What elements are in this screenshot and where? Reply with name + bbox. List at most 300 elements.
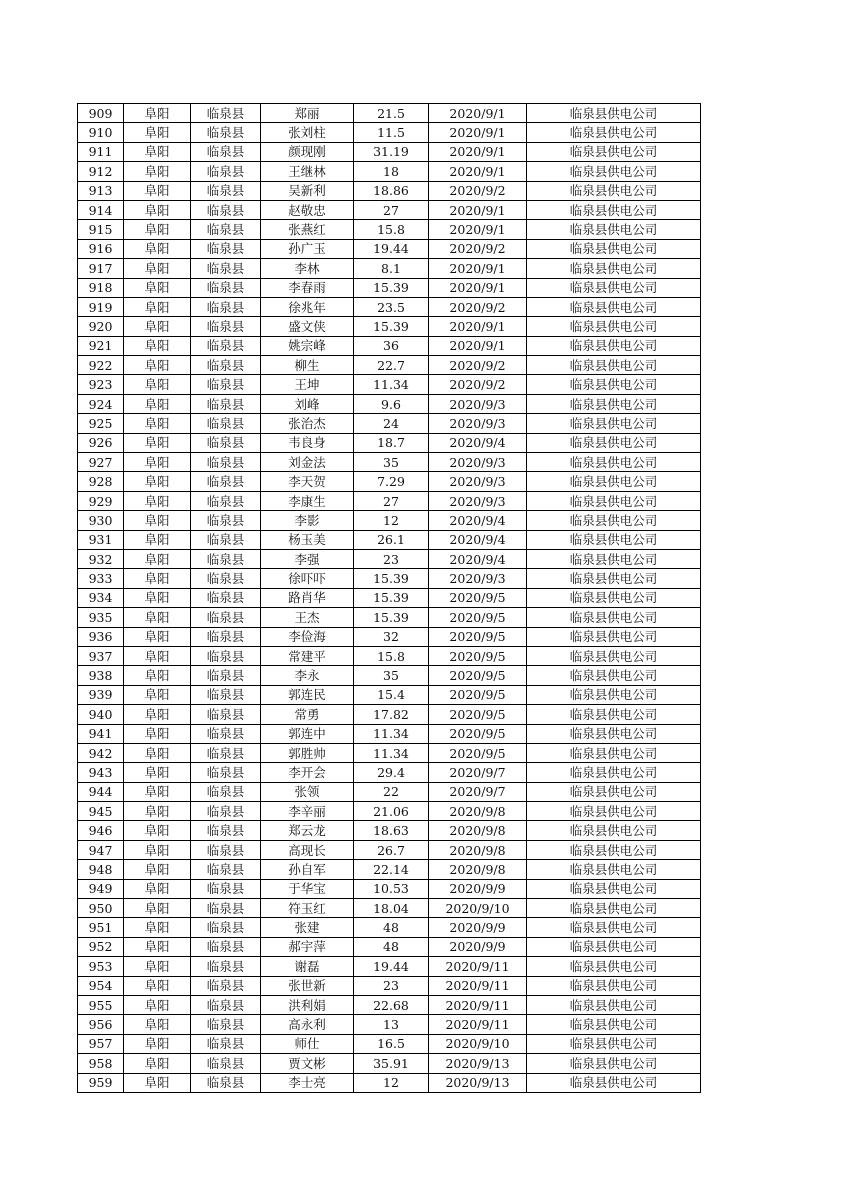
cell-person-name: 王继林 (261, 162, 354, 181)
cell-row-number: 913 (78, 181, 124, 200)
table-row (78, 937, 701, 956)
cell-row-number: 922 (78, 356, 124, 375)
cell-company: 临泉县供电公司 (527, 937, 701, 956)
cell-amount: 12 (354, 1073, 429, 1092)
data-table (77, 103, 701, 1093)
cell-city: 阜阳 (124, 200, 191, 219)
cell-row-number: 909 (78, 104, 124, 123)
cell-person-name: 刘金法 (261, 453, 354, 472)
cell-amount: 35 (354, 666, 429, 685)
cell-amount: 11.34 (354, 375, 429, 394)
cell-city: 阜阳 (124, 724, 191, 743)
cell-person-name: 柳生 (261, 356, 354, 375)
cell-person-name: 张治杰 (261, 414, 354, 433)
cell-county: 临泉县 (191, 646, 261, 665)
cell-row-number: 916 (78, 239, 124, 258)
cell-company: 临泉县供电公司 (527, 627, 701, 646)
cell-date: 2020/9/7 (429, 763, 527, 782)
cell-person-name: 徐吓吓 (261, 569, 354, 588)
cell-city: 阜阳 (124, 414, 191, 433)
cell-date: 2020/9/5 (429, 666, 527, 685)
cell-row-number: 940 (78, 705, 124, 724)
cell-company: 临泉县供电公司 (527, 705, 701, 724)
cell-company: 临泉县供电公司 (527, 957, 701, 976)
cell-amount: 19.44 (354, 957, 429, 976)
cell-row-number: 925 (78, 414, 124, 433)
cell-person-name: 符玉红 (261, 899, 354, 918)
cell-amount: 16.5 (354, 1034, 429, 1053)
cell-county: 临泉县 (191, 317, 261, 336)
cell-row-number: 915 (78, 220, 124, 239)
cell-amount: 24 (354, 414, 429, 433)
cell-county: 临泉县 (191, 239, 261, 258)
cell-city: 阜阳 (124, 453, 191, 472)
cell-row-number: 938 (78, 666, 124, 685)
table-row (78, 957, 701, 976)
table-row (78, 995, 701, 1014)
table-row (78, 1015, 701, 1034)
cell-row-number: 920 (78, 317, 124, 336)
cell-company: 临泉县供电公司 (527, 472, 701, 491)
cell-company: 临泉县供电公司 (527, 569, 701, 588)
table-row (78, 278, 701, 297)
table-row (78, 220, 701, 239)
cell-county: 临泉县 (191, 724, 261, 743)
cell-person-name: 路肖华 (261, 588, 354, 607)
cell-row-number: 957 (78, 1034, 124, 1053)
table-row (78, 297, 701, 316)
cell-county: 临泉县 (191, 588, 261, 607)
cell-company: 临泉县供电公司 (527, 685, 701, 704)
table-row (78, 433, 701, 452)
cell-person-name: 徐兆年 (261, 297, 354, 316)
cell-city: 阜阳 (124, 511, 191, 530)
cell-amount: 9.6 (354, 394, 429, 413)
cell-amount: 48 (354, 937, 429, 956)
cell-row-number: 914 (78, 200, 124, 219)
cell-company: 临泉县供电公司 (527, 995, 701, 1014)
cell-date: 2020/9/5 (429, 646, 527, 665)
cell-date: 2020/9/9 (429, 937, 527, 956)
cell-row-number: 924 (78, 394, 124, 413)
cell-person-name: 常建平 (261, 646, 354, 665)
cell-amount: 18.04 (354, 899, 429, 918)
cell-county: 临泉县 (191, 375, 261, 394)
table-row (78, 530, 701, 549)
cell-person-name: 张领 (261, 782, 354, 801)
cell-company: 临泉县供电公司 (527, 142, 701, 161)
cell-county: 临泉县 (191, 414, 261, 433)
cell-person-name: 高现长 (261, 840, 354, 859)
cell-row-number: 946 (78, 821, 124, 840)
cell-city: 阜阳 (124, 1073, 191, 1092)
cell-row-number: 928 (78, 472, 124, 491)
cell-person-name: 李林 (261, 259, 354, 278)
cell-amount: 26.7 (354, 840, 429, 859)
cell-row-number: 954 (78, 976, 124, 995)
cell-date: 2020/9/2 (429, 356, 527, 375)
cell-county: 临泉县 (191, 220, 261, 239)
cell-person-name: 王坤 (261, 375, 354, 394)
cell-company: 临泉县供电公司 (527, 123, 701, 142)
cell-county: 临泉县 (191, 627, 261, 646)
cell-county: 临泉县 (191, 142, 261, 161)
cell-company: 临泉县供电公司 (527, 1054, 701, 1073)
cell-city: 阜阳 (124, 375, 191, 394)
cell-county: 临泉县 (191, 821, 261, 840)
table-row (78, 453, 701, 472)
cell-person-name: 张建 (261, 918, 354, 937)
cell-date: 2020/9/11 (429, 976, 527, 995)
cell-county: 临泉县 (191, 918, 261, 937)
table-row (78, 336, 701, 355)
cell-city: 阜阳 (124, 491, 191, 510)
cell-row-number: 911 (78, 142, 124, 161)
cell-city: 阜阳 (124, 646, 191, 665)
cell-date: 2020/9/1 (429, 142, 527, 161)
table-row (78, 627, 701, 646)
cell-city: 阜阳 (124, 666, 191, 685)
cell-amount: 22.7 (354, 356, 429, 375)
cell-company: 临泉县供电公司 (527, 239, 701, 258)
cell-person-name: 张世新 (261, 976, 354, 995)
table-row (78, 239, 701, 258)
cell-county: 临泉县 (191, 472, 261, 491)
cell-city: 阜阳 (124, 181, 191, 200)
cell-county: 临泉县 (191, 995, 261, 1014)
cell-company: 临泉县供电公司 (527, 802, 701, 821)
cell-person-name: 李士亮 (261, 1073, 354, 1092)
cell-person-name: 杨玉美 (261, 530, 354, 549)
table-row (78, 181, 701, 200)
cell-row-number: 952 (78, 937, 124, 956)
cell-company: 临泉县供电公司 (527, 840, 701, 859)
cell-city: 阜阳 (124, 336, 191, 355)
cell-row-number: 948 (78, 860, 124, 879)
cell-city: 阜阳 (124, 297, 191, 316)
cell-person-name: 郭连民 (261, 685, 354, 704)
cell-city: 阜阳 (124, 802, 191, 821)
cell-row-number: 931 (78, 530, 124, 549)
cell-date: 2020/9/1 (429, 278, 527, 297)
cell-company: 临泉县供电公司 (527, 511, 701, 530)
cell-city: 阜阳 (124, 394, 191, 413)
cell-row-number: 959 (78, 1073, 124, 1092)
cell-amount: 10.53 (354, 879, 429, 898)
cell-date: 2020/9/1 (429, 104, 527, 123)
cell-county: 临泉县 (191, 860, 261, 879)
cell-row-number: 929 (78, 491, 124, 510)
cell-person-name: 李俭海 (261, 627, 354, 646)
cell-company: 临泉县供电公司 (527, 879, 701, 898)
table-row (78, 491, 701, 510)
cell-city: 阜阳 (124, 1015, 191, 1034)
cell-city: 阜阳 (124, 899, 191, 918)
cell-amount: 13 (354, 1015, 429, 1034)
cell-city: 阜阳 (124, 995, 191, 1014)
cell-row-number: 936 (78, 627, 124, 646)
cell-date: 2020/9/8 (429, 840, 527, 859)
cell-date: 2020/9/5 (429, 705, 527, 724)
cell-amount: 27 (354, 491, 429, 510)
cell-county: 临泉县 (191, 1073, 261, 1092)
cell-amount: 15.39 (354, 569, 429, 588)
cell-person-name: 李强 (261, 549, 354, 568)
cell-company: 临泉县供电公司 (527, 588, 701, 607)
cell-person-name: 盛文侠 (261, 317, 354, 336)
cell-person-name: 常勇 (261, 705, 354, 724)
cell-date: 2020/9/2 (429, 297, 527, 316)
cell-county: 临泉县 (191, 453, 261, 472)
table-row (78, 1054, 701, 1073)
cell-company: 临泉县供电公司 (527, 297, 701, 316)
cell-date: 2020/9/11 (429, 1015, 527, 1034)
cell-city: 阜阳 (124, 317, 191, 336)
cell-person-name: 王杰 (261, 608, 354, 627)
cell-city: 阜阳 (124, 685, 191, 704)
cell-date: 2020/9/9 (429, 918, 527, 937)
cell-amount: 22.14 (354, 860, 429, 879)
cell-person-name: 李影 (261, 511, 354, 530)
cell-person-name: 韦良身 (261, 433, 354, 452)
cell-amount: 31.19 (354, 142, 429, 161)
cell-row-number: 919 (78, 297, 124, 316)
cell-row-number: 923 (78, 375, 124, 394)
cell-amount: 15.39 (354, 278, 429, 297)
cell-date: 2020/9/5 (429, 627, 527, 646)
table-row (78, 724, 701, 743)
cell-city: 阜阳 (124, 239, 191, 258)
cell-amount: 23 (354, 549, 429, 568)
table-row (78, 472, 701, 491)
cell-person-name: 高永利 (261, 1015, 354, 1034)
cell-amount: 15.8 (354, 220, 429, 239)
cell-person-name: 张刘柱 (261, 123, 354, 142)
cell-city: 阜阳 (124, 278, 191, 297)
cell-amount: 15.39 (354, 317, 429, 336)
cell-row-number: 945 (78, 802, 124, 821)
cell-date: 2020/9/13 (429, 1054, 527, 1073)
table-row (78, 356, 701, 375)
cell-row-number: 958 (78, 1054, 124, 1073)
cell-person-name: 李永 (261, 666, 354, 685)
cell-company: 临泉县供电公司 (527, 530, 701, 549)
cell-amount: 18 (354, 162, 429, 181)
cell-county: 临泉县 (191, 1034, 261, 1053)
table-row (78, 782, 701, 801)
cell-county: 临泉县 (191, 181, 261, 200)
cell-date: 2020/9/1 (429, 317, 527, 336)
cell-company: 临泉县供电公司 (527, 743, 701, 762)
cell-company: 临泉县供电公司 (527, 336, 701, 355)
cell-county: 临泉县 (191, 162, 261, 181)
cell-date: 2020/9/1 (429, 259, 527, 278)
table-row (78, 1073, 701, 1092)
cell-amount: 48 (354, 918, 429, 937)
cell-county: 临泉县 (191, 763, 261, 782)
cell-company: 临泉县供电公司 (527, 317, 701, 336)
cell-company: 临泉县供电公司 (527, 259, 701, 278)
cell-amount: 22 (354, 782, 429, 801)
cell-county: 临泉县 (191, 511, 261, 530)
cell-county: 临泉县 (191, 840, 261, 859)
cell-county: 临泉县 (191, 123, 261, 142)
cell-date: 2020/9/3 (429, 491, 527, 510)
cell-county: 临泉县 (191, 879, 261, 898)
cell-county: 临泉县 (191, 530, 261, 549)
cell-row-number: 951 (78, 918, 124, 937)
cell-county: 临泉县 (191, 666, 261, 685)
cell-company: 临泉县供电公司 (527, 1073, 701, 1092)
cell-company: 临泉县供电公司 (527, 162, 701, 181)
cell-city: 阜阳 (124, 879, 191, 898)
cell-row-number: 939 (78, 685, 124, 704)
cell-date: 2020/9/3 (429, 569, 527, 588)
cell-amount: 27 (354, 200, 429, 219)
cell-date: 2020/9/4 (429, 511, 527, 530)
cell-company: 临泉县供电公司 (527, 1034, 701, 1053)
cell-company: 临泉县供电公司 (527, 414, 701, 433)
table-row (78, 666, 701, 685)
cell-date: 2020/9/1 (429, 162, 527, 181)
cell-row-number: 918 (78, 278, 124, 297)
table-row (78, 162, 701, 181)
cell-date: 2020/9/1 (429, 220, 527, 239)
cell-company: 临泉县供电公司 (527, 453, 701, 472)
table-row (78, 976, 701, 995)
cell-city: 阜阳 (124, 937, 191, 956)
cell-person-name: 于华宝 (261, 879, 354, 898)
cell-amount: 18.86 (354, 181, 429, 200)
cell-city: 阜阳 (124, 705, 191, 724)
table-row (78, 608, 701, 627)
table-row (78, 646, 701, 665)
cell-row-number: 956 (78, 1015, 124, 1034)
cell-date: 2020/9/1 (429, 336, 527, 355)
table-row (78, 123, 701, 142)
cell-person-name: 李天贺 (261, 472, 354, 491)
cell-date: 2020/9/7 (429, 782, 527, 801)
cell-city: 阜阳 (124, 860, 191, 879)
cell-amount: 29.4 (354, 763, 429, 782)
cell-amount: 19.44 (354, 239, 429, 258)
cell-date: 2020/9/2 (429, 375, 527, 394)
cell-company: 临泉县供电公司 (527, 375, 701, 394)
cell-date: 2020/9/8 (429, 860, 527, 879)
cell-county: 临泉县 (191, 394, 261, 413)
table-row (78, 899, 701, 918)
cell-company: 临泉县供电公司 (527, 220, 701, 239)
table-row (78, 879, 701, 898)
cell-amount: 15.8 (354, 646, 429, 665)
cell-company: 临泉县供电公司 (527, 821, 701, 840)
cell-city: 阜阳 (124, 1054, 191, 1073)
cell-county: 临泉县 (191, 549, 261, 568)
cell-city: 阜阳 (124, 530, 191, 549)
cell-city: 阜阳 (124, 743, 191, 762)
cell-amount: 15.39 (354, 608, 429, 627)
cell-county: 临泉县 (191, 899, 261, 918)
cell-amount: 35 (354, 453, 429, 472)
cell-row-number: 942 (78, 743, 124, 762)
cell-amount: 11.34 (354, 743, 429, 762)
table-row (78, 705, 701, 724)
cell-row-number: 917 (78, 259, 124, 278)
cell-person-name: 张燕红 (261, 220, 354, 239)
cell-county: 临泉县 (191, 743, 261, 762)
cell-date: 2020/9/2 (429, 239, 527, 258)
cell-company: 临泉县供电公司 (527, 1015, 701, 1034)
cell-company: 临泉县供电公司 (527, 608, 701, 627)
cell-person-name: 郑云龙 (261, 821, 354, 840)
cell-company: 临泉县供电公司 (527, 646, 701, 665)
table-row (78, 1034, 701, 1053)
cell-city: 阜阳 (124, 549, 191, 568)
table-body (78, 104, 701, 1093)
cell-county: 临泉县 (191, 705, 261, 724)
cell-row-number: 921 (78, 336, 124, 355)
cell-company: 临泉县供电公司 (527, 278, 701, 297)
cell-date: 2020/9/3 (429, 472, 527, 491)
cell-county: 临泉县 (191, 685, 261, 704)
cell-company: 临泉县供电公司 (527, 491, 701, 510)
cell-county: 临泉县 (191, 356, 261, 375)
cell-person-name: 李春雨 (261, 278, 354, 297)
cell-county: 临泉县 (191, 491, 261, 510)
cell-county: 临泉县 (191, 782, 261, 801)
cell-county: 临泉县 (191, 104, 261, 123)
cell-city: 阜阳 (124, 433, 191, 452)
cell-county: 临泉县 (191, 336, 261, 355)
cell-row-number: 950 (78, 899, 124, 918)
cell-city: 阜阳 (124, 162, 191, 181)
cell-county: 临泉县 (191, 1054, 261, 1073)
cell-row-number: 935 (78, 608, 124, 627)
cell-amount: 35.91 (354, 1054, 429, 1073)
cell-date: 2020/9/5 (429, 743, 527, 762)
table-row (78, 142, 701, 161)
table-row (78, 549, 701, 568)
cell-city: 阜阳 (124, 608, 191, 627)
cell-county: 临泉县 (191, 200, 261, 219)
cell-company: 临泉县供电公司 (527, 918, 701, 937)
cell-county: 临泉县 (191, 957, 261, 976)
cell-person-name: 洪利娟 (261, 995, 354, 1014)
table-row (78, 569, 701, 588)
cell-county: 临泉县 (191, 259, 261, 278)
table-row (78, 200, 701, 219)
table-row (78, 918, 701, 937)
cell-city: 阜阳 (124, 104, 191, 123)
cell-county: 临泉县 (191, 802, 261, 821)
table-row (78, 588, 701, 607)
cell-amount: 21.06 (354, 802, 429, 821)
cell-city: 阜阳 (124, 840, 191, 859)
cell-amount: 32 (354, 627, 429, 646)
cell-date: 2020/9/3 (429, 414, 527, 433)
cell-person-name: 刘峰 (261, 394, 354, 413)
cell-amount: 11.34 (354, 724, 429, 743)
cell-company: 临泉县供电公司 (527, 181, 701, 200)
cell-date: 2020/9/8 (429, 802, 527, 821)
cell-company: 临泉县供电公司 (527, 200, 701, 219)
cell-person-name: 赵敬忠 (261, 200, 354, 219)
cell-company: 临泉县供电公司 (527, 666, 701, 685)
cell-row-number: 912 (78, 162, 124, 181)
cell-row-number: 941 (78, 724, 124, 743)
cell-city: 阜阳 (124, 142, 191, 161)
cell-person-name: 谢磊 (261, 957, 354, 976)
